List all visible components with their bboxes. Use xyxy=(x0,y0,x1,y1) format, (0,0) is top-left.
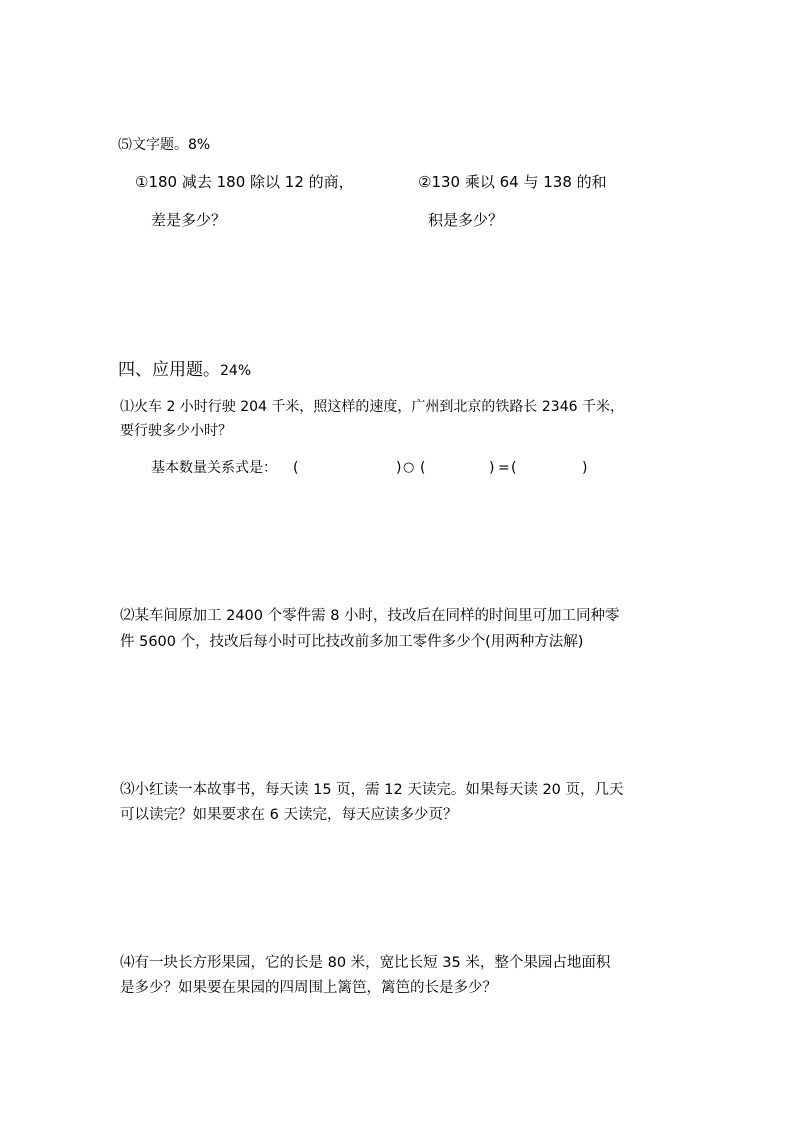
problem-2-line-1: ⑵某车间原加工 2400 个零件需 8 小时，技改后在同样的时间里可加工同种零 xyxy=(120,608,620,624)
question-5-1-line-1: ①180 减去 180 除以 12 的商， xyxy=(135,173,354,191)
section-5-title: ⑸文字题。8% xyxy=(118,137,211,153)
problem-1-line-2: 要行驶多少小时？ xyxy=(120,423,232,439)
blank-1-open-paren: ( xyxy=(293,460,299,476)
blank-3-open-paren: ( xyxy=(511,460,517,476)
question-5-2-line-2: 积是多少？ xyxy=(428,211,504,229)
blank-2-close-paren: ) xyxy=(489,460,495,476)
formula-label: 基本数量关系式是： xyxy=(151,460,277,476)
problem-3-line-2: 可以读完？如果要求在 6 天读完，每天应读多少页？ xyxy=(120,807,458,823)
problem-3-line-1: ⑶小红读一本故事书，每天读 15 页，需 12 天读完。如果每天读 20 页，几天 xyxy=(120,782,624,798)
section-4-heading xyxy=(118,360,251,381)
blank-2-open-paren: ( xyxy=(420,460,426,476)
question-5-1-line-2: 差是多少？ xyxy=(151,211,227,229)
section-4-title: 四、应用题。 xyxy=(118,360,220,380)
problem-4-line-1: ⑷有一块长方形果园，它的长是 80 米，宽比长短 35 米，整个果园占地面积 xyxy=(120,955,611,971)
problem-2-line-2: 件 5600 个，技改后每小时可比技改前多加工零件多少个(用两种方法解) xyxy=(120,634,584,650)
operator-circle: ○ xyxy=(403,460,415,475)
problem-4-line-2: 是多少？如果要在果园的四周围上篱笆，篱笆的长是多少？ xyxy=(120,980,497,996)
section-4-percent: 24% xyxy=(220,363,252,379)
question-5-2-line-1: ②130 乘以 64 与 138 的和 xyxy=(418,173,607,191)
blank-1-close-paren: ) xyxy=(396,460,402,476)
blank-3-close-paren: ) xyxy=(582,460,588,476)
problem-1-line-1: ⑴火车 2 小时行驶 204 千米，照这样的速度，广州到北京的铁路长 2346 千米， xyxy=(120,399,624,415)
equals-sign: = xyxy=(498,460,510,476)
